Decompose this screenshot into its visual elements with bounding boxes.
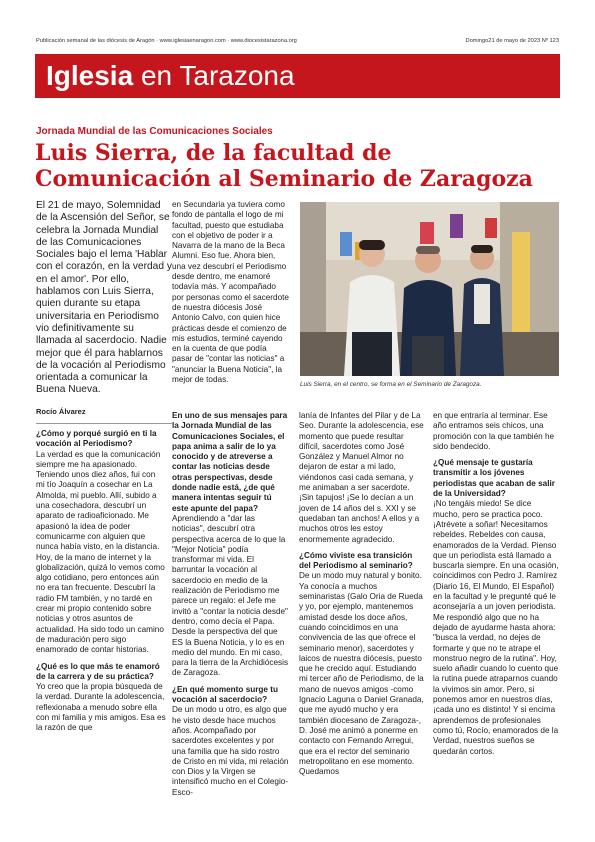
issue-date: Domingo21 de mayo de 2023 Nº 123 — [465, 38, 559, 44]
publication-line — [36, 38, 559, 50]
text-column-1 — [36, 429, 166, 734]
interview-answer: De un modo u otro, es algo que he visto desde hace muchos años. Acompañado por sacerdotes excelentes y por una familia que ha sido rostro de Cristo en mi vida, mi relación con Dios y la Virgen se intensificó mucho en el Colegio-Esco- — [172, 705, 289, 797]
interview-answer: ¡No tengáis miedo! Se dice mucho, pero se practica poco. ¡Atrévete a soñar! Necesitamos rebeldes. Rebeldes con causa, enamorados de la Verdad. Pienso que un periodista está llamado a buscarla siempre. En una ocasión, coincidimos con Pedro J. Ramírez (Diario 16, El Mundo, El Español) en la facultad y le pregunté qué le aconsejaría a un joven periodista. Me respondió algo que no ha dejado de ayudarme hasta ahora: "busca la verdad, no dejes de formarte y que no te atrape el monstruo negro de la rutina". Hoy, suelo añadir cuando lo cuento que la rutina puede atraparnos cuando la vivimos sin amor. Pero, si ponemos amor en nuestros días, ¡cada uno es distinto! Y si encima aprendemos de profesionales como tú, Rocío, enamorados de la Verdad, nuestros sueños se quedarán cortos. — [433, 499, 559, 756]
article-photo — [300, 202, 559, 376]
interview-answer: Aprendiendo a "dar las noticias", descubrí otra perspectiva acerca de lo que la "Mejor Noticia" podía transformar mi vida. El barruntar la vocación al sacerdocio en medio de la realización de Periodismo me parece un regalo: el Jefe me invitó a "contar la noticia desde" dentro, como decía el Papa. Desde la perspectiva del que ES la Buena Noticia, y lo es en medio del mundo. En mi caso, para la tierra de la Archidiócesis de Zaragoza. — [172, 513, 289, 678]
masthead-title — [46, 59, 295, 93]
interview-question: ¿Cómo y porqué surgió en ti la vocación al Periodismo? — [36, 429, 157, 449]
article-kicker: Jornada Mundial de las Comunicaciones Sociales — [36, 126, 273, 137]
interview-answer: De un modo muy natural y bonito. Ya conocía a muchos seminaristas (Galo Oria de Rueda y yo, por ejemplo, mantenemos amistad desde los doce años, cuando coincidimos en una convivencia de las que ofrece el seminario menor), sacerdotes y laicos de nuestra diócesis, puesto que he crecido aquí. Estudiando mi tercer año de Periodismo, de la mano de nuevos amigos -como Ignacio Laguna o Daniel Granada, que me ayudó mucho y era también diocesano de Zaragoza-, D. José me animó a ponerme en contacto con Fernando Arregui, que era el rector del seminario metropolitano en ese momento. Quedamos — [299, 571, 424, 777]
interview-answer: La verdad es que la comunicación siempre me ha apasionado. Teniendo unos diez años, fui con mi tío Joaquín a cosechar en La Almolda, mi pueblo. Allí, subido a una cosechadora, descubrí un aparato de radioaficionado. Me apasionó la idea de poder comunicarme con alguien que nunca había visto, en la distancia. Hoy, de la mano de internet y la globalización, quizá lo vemos como algo cotidiano, pero entonces aún no era tan frecuente. Descubrí la radio FM también, y no tardé en crear mi propio contenido sobre noticias y otros asuntos de actualidad. Ha sido todo un camino de maduración pero sigo enamorado de contar historias. — [36, 449, 165, 655]
interview-answer: en que entraría al terminar. Ese año entramos seis chicos, una promoción con la que también he sido bendecido. — [433, 411, 555, 451]
masthead-title-rest: en Tarazona — [133, 60, 295, 91]
interview-question: En uno de sus mensajes para la Jornada Mundial de las Comunicaciones Sociales, el papa anima a salir de lo ya conocido y de atreverse a contar las noticias desde otras perspectivas, desde donde nadie está, ¿de qué manera intentas seguir tú este apunte del papa? — [172, 411, 288, 513]
interview-question: ¿Cómo viviste esa transición del Periodismo al seminario? — [299, 550, 413, 571]
interview-answer: Yo creo que la propia búsqueda de la verdad. Durante la adolescencia, reflexionaba a menudo sobre ella con mi familia y mis amigos. Esa es la razón de que — [36, 682, 166, 733]
byline-divider — [36, 423, 172, 424]
text-column-3 — [299, 411, 424, 777]
interview-question: ¿Qué es lo que más te enamoró de la carrera y de su práctica? — [36, 661, 160, 681]
three-men-photo — [300, 202, 559, 376]
interview-question: ¿En qué momento surge tu vocación al sacerdocio? — [172, 684, 278, 705]
text-column-2 — [172, 411, 289, 798]
text-column-2-top — [172, 200, 289, 385]
text-column-4 — [433, 411, 559, 757]
article-byline: Rocío Álvarez — [36, 407, 86, 416]
masthead-title-bold: Iglesia — [46, 60, 134, 91]
article-standfirst: El 21 de mayo, Solemnidad de la Ascensión del Señor, se celebra la Jornada Mundial de las Comunicaciones Sociales bajo el lema 'Hablar con el corazón, en la verdad y en el amor'. Por ello, hablamos con Luis Sierra, quien durante su etapa universitaria en Periodismo vio definitivamente su llamada al sacerdocio. Nadie mejor que él para hablarnos de la vocación al Periodismo orientada a comunicar la Buena Nueva. — [36, 200, 172, 396]
interview-question: ¿Qué mensaje te gustaría transmitir a los jóvenes periodistas que acaban de salir de la Universidad? — [433, 458, 555, 499]
publication-websites: Publicación semanal de las diócesis de Aragón · www.iglesiaenaragon.com · www.diocesistarazona.org — [36, 38, 297, 44]
article-headline: Luis Sierra, de la facultad de Comunicación al Seminario de Zaragoza — [35, 140, 533, 192]
masthead — [35, 54, 560, 98]
interview-answer: en Secundaria ya tuviera como fondo de pantalla el logo de mi facultad, puesto que estudiaba con el objetivo de poder ir a Navarra de la mano de la Beca Alumni. Eso fue. Ahora bien, una vez descubrí el Periodismo desde dentro, me enamoré todavía más. Y acompañado por personas como el sacerdote de nuestra diócesis José Antonio Calvo, con quien hice prácticas desde el comienzo de mis estudios, terminé cayendo en la cuenta de que podía pasar de "contar las noticias" a "anunciar la Buena Noticia", la mejor de todas. — [172, 200, 289, 385]
interview-answer: lanía de Infantes del Pilar y de La Seo. Durante la adolescencia, ese momento que puede resultar difícil, sacerdotes como José González y Manuel Almor no dejaron de estar a mi lado, viéndonos casi cada semana, y me animaban a ser sacerdote. ¡Sin tapujos! ¡Se lo decían a un joven de 14 años del s. XXI y se quedaban tan anchos! A ellos y a muchos otros les estoy enormemente agradecido. — [299, 411, 424, 544]
photo-caption: Luis Sierra, en el centro, se forma en el Seminario de Zaragoza. — [300, 381, 482, 388]
